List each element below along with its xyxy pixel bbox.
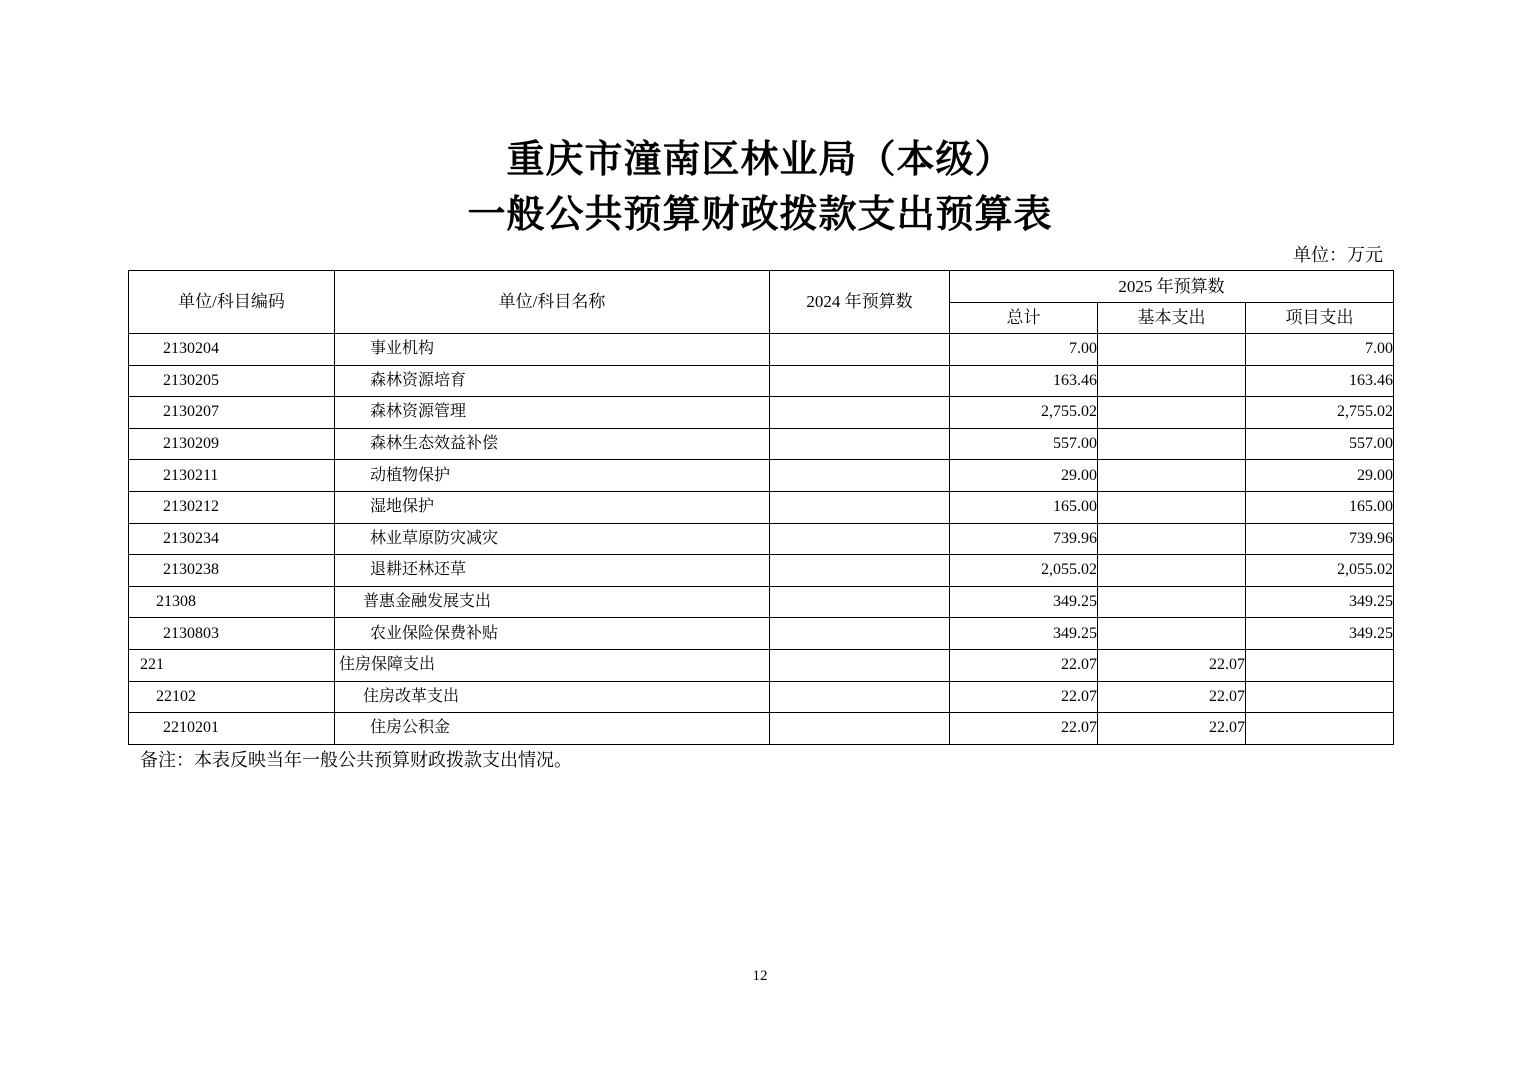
code-cell: 2130803 bbox=[129, 618, 335, 650]
table-row bbox=[129, 460, 1394, 492]
table-row bbox=[129, 713, 1394, 745]
header-code: 单位/科目编码 bbox=[129, 271, 335, 334]
table-row bbox=[129, 491, 1394, 523]
prev-budget-cell bbox=[770, 618, 950, 650]
total-cell: 165.00 bbox=[950, 491, 1098, 523]
code-cell: 22102 bbox=[129, 681, 335, 713]
basic-expense-cell bbox=[1098, 555, 1246, 587]
table-row bbox=[129, 334, 1394, 366]
basic-expense-cell bbox=[1098, 586, 1246, 618]
page-title-line-1: 重庆市潼南区林业局（本级） bbox=[506, 139, 1014, 181]
basic-expense-cell bbox=[1098, 460, 1246, 492]
basic-expense-cell bbox=[1098, 491, 1246, 523]
prev-budget-cell bbox=[770, 555, 950, 587]
code-cell: 2130211 bbox=[129, 460, 335, 492]
project-expense-cell: 739.96 bbox=[1246, 523, 1394, 555]
code-cell: 2210201 bbox=[129, 713, 335, 745]
total-cell: 22.07 bbox=[950, 649, 1098, 681]
prev-budget-cell bbox=[770, 365, 950, 397]
name-cell: 森林资源管理 bbox=[335, 397, 770, 429]
prev-budget-cell bbox=[770, 681, 950, 713]
table-body bbox=[129, 334, 1394, 745]
code-cell: 2130234 bbox=[129, 523, 335, 555]
name-cell: 林业草原防灾减灾 bbox=[335, 523, 770, 555]
name-cell: 退耕还林还草 bbox=[335, 555, 770, 587]
project-expense-cell: 165.00 bbox=[1246, 491, 1394, 523]
total-cell: 29.00 bbox=[950, 460, 1098, 492]
code-cell: 2130212 bbox=[129, 491, 335, 523]
name-cell: 住房保障支出 bbox=[335, 649, 770, 681]
table-row bbox=[129, 618, 1394, 650]
code-cell: 2130205 bbox=[129, 365, 335, 397]
prev-budget-cell bbox=[770, 428, 950, 460]
table-row bbox=[129, 681, 1394, 713]
name-cell: 农业保险保费补贴 bbox=[335, 618, 770, 650]
header-basic: 基本支出 bbox=[1098, 303, 1246, 334]
name-cell: 森林资源培育 bbox=[335, 365, 770, 397]
project-expense-cell: 2,755.02 bbox=[1246, 397, 1394, 429]
code-cell: 21308 bbox=[129, 586, 335, 618]
table-row bbox=[129, 397, 1394, 429]
project-expense-cell: 2,055.02 bbox=[1246, 555, 1394, 587]
project-expense-cell bbox=[1246, 713, 1394, 745]
total-cell: 22.07 bbox=[950, 713, 1098, 745]
total-cell: 349.25 bbox=[950, 586, 1098, 618]
project-expense-cell: 349.25 bbox=[1246, 618, 1394, 650]
basic-expense-cell: 22.07 bbox=[1098, 649, 1246, 681]
basic-expense-cell bbox=[1098, 365, 1246, 397]
header-current-year: 2025 年预算数 bbox=[950, 271, 1394, 303]
total-cell: 557.00 bbox=[950, 428, 1098, 460]
table-row bbox=[129, 428, 1394, 460]
project-expense-cell bbox=[1246, 681, 1394, 713]
code-cell: 2130238 bbox=[129, 555, 335, 587]
name-cell: 事业机构 bbox=[335, 334, 770, 366]
prev-budget-cell bbox=[770, 460, 950, 492]
code-cell: 2130209 bbox=[129, 428, 335, 460]
code-cell: 2130207 bbox=[129, 397, 335, 429]
name-cell: 普惠金融发展支出 bbox=[335, 586, 770, 618]
total-cell: 2,055.02 bbox=[950, 555, 1098, 587]
project-expense-cell bbox=[1246, 649, 1394, 681]
basic-expense-cell: 22.07 bbox=[1098, 713, 1246, 745]
budget-table bbox=[128, 270, 1394, 745]
table-header bbox=[129, 271, 1394, 334]
table-row bbox=[129, 649, 1394, 681]
project-expense-cell: 163.46 bbox=[1246, 365, 1394, 397]
project-expense-cell: 349.25 bbox=[1246, 586, 1394, 618]
header-prev-year: 2024 年预算数 bbox=[770, 271, 950, 334]
name-cell: 森林生态效益补偿 bbox=[335, 428, 770, 460]
prev-budget-cell bbox=[770, 523, 950, 555]
name-cell: 住房改革支出 bbox=[335, 681, 770, 713]
header-row bbox=[129, 271, 1394, 303]
prev-budget-cell bbox=[770, 586, 950, 618]
table-row bbox=[129, 523, 1394, 555]
basic-expense-cell bbox=[1098, 428, 1246, 460]
prev-budget-cell bbox=[770, 491, 950, 523]
total-cell: 349.25 bbox=[950, 618, 1098, 650]
header-name: 单位/科目名称 bbox=[335, 271, 770, 334]
header-project: 项目支出 bbox=[1246, 303, 1394, 334]
total-cell: 2,755.02 bbox=[950, 397, 1098, 429]
code-cell: 221 bbox=[129, 649, 335, 681]
basic-expense-cell bbox=[1098, 397, 1246, 429]
basic-expense-cell bbox=[1098, 523, 1246, 555]
table-row bbox=[129, 365, 1394, 397]
page-number: 12 bbox=[752, 968, 768, 984]
table-row bbox=[129, 586, 1394, 618]
header-total: 总计 bbox=[950, 303, 1098, 334]
prev-budget-cell bbox=[770, 334, 950, 366]
basic-expense-cell bbox=[1098, 618, 1246, 650]
total-cell: 22.07 bbox=[950, 681, 1098, 713]
page-title-line-2: 一般公共预算财政拨款支出预算表 bbox=[467, 194, 1053, 236]
project-expense-cell: 557.00 bbox=[1246, 428, 1394, 460]
table-note: 备注：本表反映当年一般公共预算财政拨款支出情况。 bbox=[140, 750, 572, 770]
project-expense-cell: 29.00 bbox=[1246, 460, 1394, 492]
name-cell: 湿地保护 bbox=[335, 491, 770, 523]
prev-budget-cell bbox=[770, 713, 950, 745]
name-cell: 动植物保护 bbox=[335, 460, 770, 492]
project-expense-cell: 7.00 bbox=[1246, 334, 1394, 366]
basic-expense-cell: 22.07 bbox=[1098, 681, 1246, 713]
basic-expense-cell bbox=[1098, 334, 1246, 366]
table-row bbox=[129, 555, 1394, 587]
total-cell: 7.00 bbox=[950, 334, 1098, 366]
code-cell: 2130204 bbox=[129, 334, 335, 366]
total-cell: 163.46 bbox=[950, 365, 1098, 397]
prev-budget-cell bbox=[770, 397, 950, 429]
total-cell: 739.96 bbox=[950, 523, 1098, 555]
name-cell: 住房公积金 bbox=[335, 713, 770, 745]
prev-budget-cell bbox=[770, 649, 950, 681]
unit-label: 单位：万元 bbox=[1293, 245, 1383, 265]
